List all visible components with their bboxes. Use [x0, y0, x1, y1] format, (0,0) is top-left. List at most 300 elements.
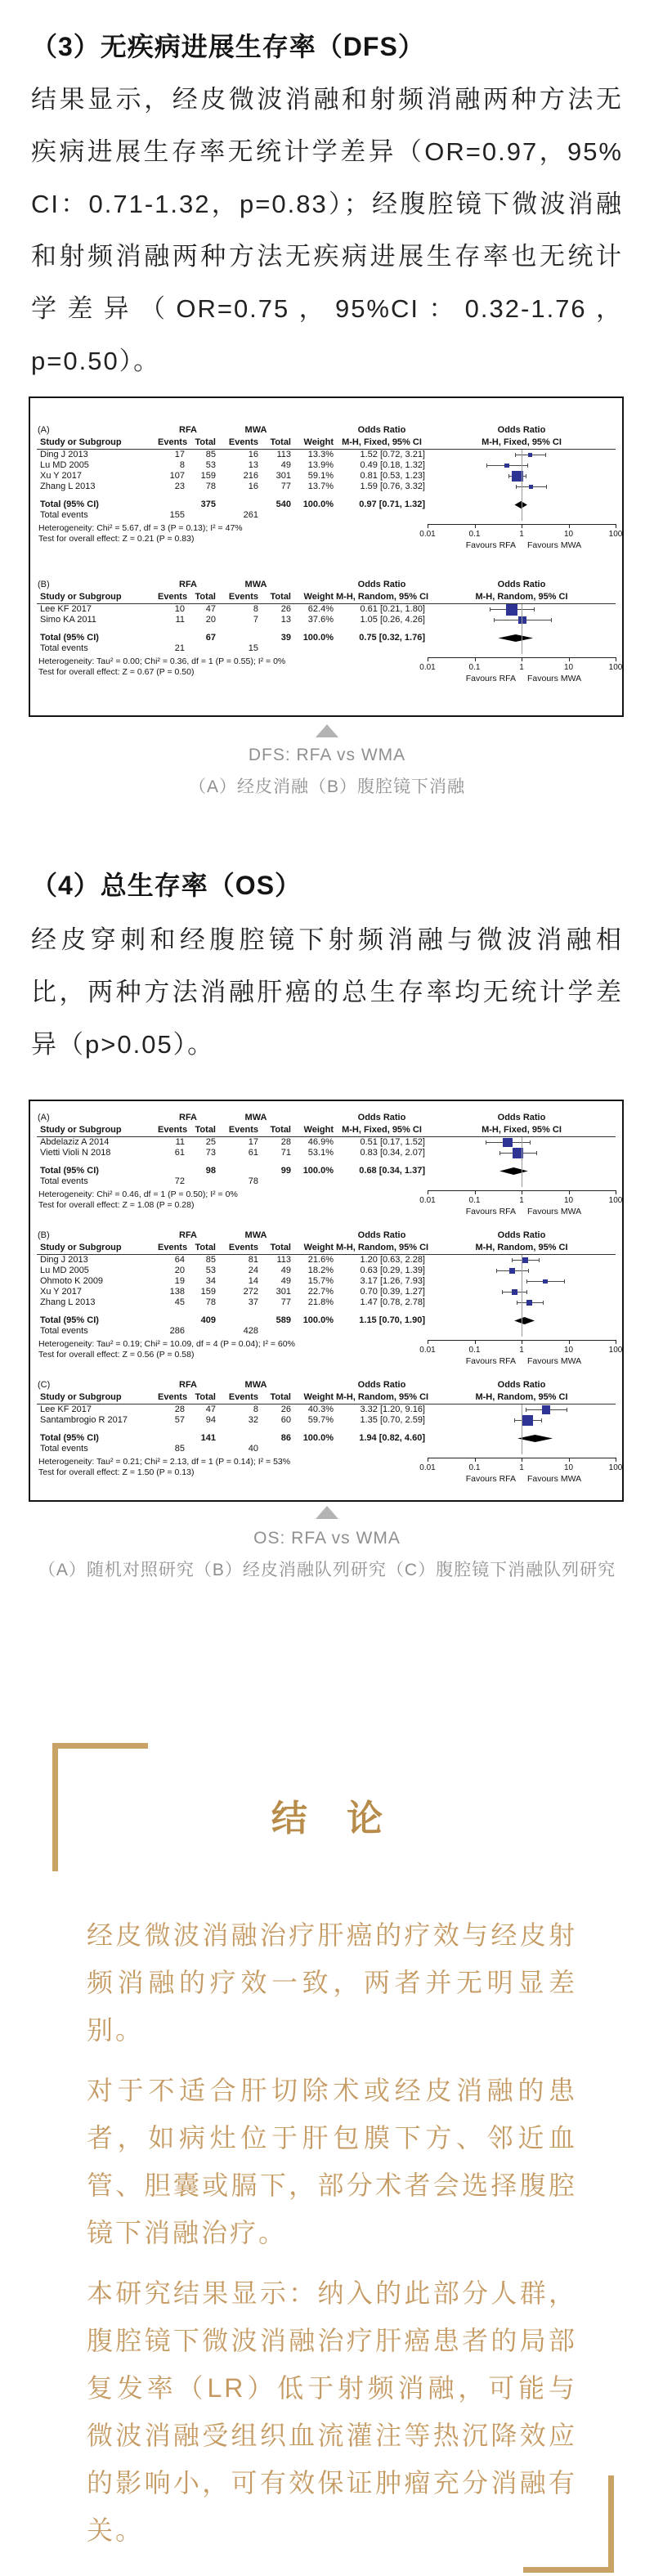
forest-row [37, 1297, 616, 1308]
forest-cell: M-H, Fixed, 95% CI [482, 1124, 562, 1135]
spacer-row [37, 1158, 616, 1166]
forest-cell: 77 [280, 1297, 291, 1307]
ci-endcap [551, 618, 552, 622]
forest-cell: MWA [244, 424, 267, 435]
forest-cell: 39 [280, 633, 291, 643]
forest-cell: Events [228, 437, 258, 447]
forest-cell: 73 [205, 1148, 216, 1158]
ci-endcap [499, 1151, 500, 1155]
forest-cell: Odds Ratio [497, 579, 546, 589]
forest-cell: 272 [243, 1287, 258, 1297]
favours-left-label: Favours RFA [465, 540, 516, 550]
forest-cell: 59.1% [307, 471, 334, 481]
forest-cell: 37 [248, 1297, 258, 1307]
forest-row [37, 1444, 616, 1454]
forest-cell: Events [228, 1124, 258, 1135]
forest-row [37, 643, 616, 654]
forest-cell: (C) [38, 1379, 51, 1390]
ci-endcap [508, 474, 509, 478]
forest-cell: 301 [275, 1287, 291, 1297]
forest-cell: Study or Subgroup [40, 1124, 122, 1135]
or-square-marker [509, 1268, 514, 1273]
forest-cell: 1.05 [0.26, 4.26] [360, 615, 425, 625]
or-square-marker [529, 485, 533, 489]
forest-cell: Lu MD 2005 [40, 460, 89, 470]
axis-tick [475, 524, 476, 528]
forest-cell: Study or Subgroup [40, 1391, 122, 1402]
figure-os-caption-title: OS: RFA vs WMA [253, 1529, 401, 1548]
forest-panel [37, 424, 623, 556]
forest-cell: 85 [174, 1444, 185, 1454]
axis-tick-label: 10 [563, 663, 574, 672]
axis-tick-label: 100 [608, 1463, 623, 1472]
forest-notes [37, 523, 428, 544]
or-square-marker [503, 1138, 512, 1147]
forest-cell: 216 [243, 471, 258, 481]
forest-cell: Simo KA 2011 [40, 615, 96, 625]
forest-cell: 113 [276, 450, 291, 459]
forest-cell: Zhang L 2013 [40, 1297, 96, 1307]
axis-tick-label: 0.1 [468, 1463, 481, 1472]
forest-cell: 28 [280, 1137, 291, 1147]
ci-endcap [494, 618, 495, 622]
forest-row [37, 460, 616, 471]
forest-note: Heterogeneity: Tau² = 0.00; Chi² = 0.36, df = 1 (P = 0.55); I² = 0% [38, 656, 286, 666]
forest-footer [37, 1457, 623, 1490]
forest-cell: 78 [205, 1297, 216, 1307]
forest-cell: 261 [243, 510, 258, 520]
forest-cell: Events [158, 591, 188, 602]
forest-cell: 1.35 [0.70, 2.59] [360, 1415, 425, 1425]
forest-cell: Events [158, 1124, 188, 1135]
forest-cell: 64 [174, 1255, 185, 1265]
forest-cell: 22.7% [307, 1287, 334, 1297]
forest-cell: 34 [205, 1276, 216, 1286]
forest-cell: 85 [205, 1255, 216, 1265]
forest-cell: 37.6% [307, 615, 334, 625]
forest-cell: Total events [40, 1444, 88, 1454]
forest-row [37, 615, 616, 625]
figure-dfs-caption-sub: （A）经皮消融（B）腹腔镜下消融 [188, 777, 465, 796]
axis-tick-label: 0.01 [419, 1463, 436, 1472]
axis-tick-label: 0.1 [468, 663, 481, 672]
ci-endcap [545, 453, 546, 457]
forest-cell: (B) [38, 1230, 50, 1240]
forest-cell: Weight [303, 1391, 334, 1402]
forest-axis [419, 656, 623, 689]
section-heading-dfs: （3）无疾病进展生存率（DFS） [31, 32, 425, 61]
forest-cell: Study or Subgroup [40, 591, 122, 602]
forest-cell: Lee KF 2017 [40, 1404, 92, 1414]
forest-note: Test for overall effect: Z = 0.67 (P = 0.50) [38, 666, 195, 677]
forest-cell: Odds Ratio [497, 1112, 546, 1122]
forest-cell: 107 [169, 471, 185, 481]
forest-cell: RFA [179, 1112, 197, 1122]
axis-tick-label: 1 [519, 1463, 524, 1472]
forest-cell: 20 [174, 1266, 185, 1275]
ci-endcap [515, 453, 516, 457]
corner-bracket-bottom-right-icon [523, 2475, 614, 2573]
favours-left-label: Favours RFA [465, 1207, 516, 1216]
forest-cell: 15.7% [307, 1276, 334, 1286]
or-square-marker [543, 1279, 548, 1284]
forest-cell: RFA [179, 579, 197, 589]
forest-cell: Events [158, 437, 188, 447]
collapse-triangle-icon [316, 1506, 338, 1519]
forest-footer [37, 1189, 623, 1222]
ci-endcap [564, 1279, 565, 1284]
ci-endcap [539, 1258, 540, 1262]
forest-cell: M-H, Fixed, 95% CI [342, 437, 422, 447]
ci-endcap [536, 1151, 537, 1155]
ci-endcap [528, 1269, 529, 1273]
forest-cell: Odds Ratio [497, 1230, 546, 1240]
forest-cell: 18.2% [307, 1266, 334, 1275]
forest-cell: 13.7% [307, 482, 334, 491]
forest-footer [37, 656, 623, 689]
forest-cell: 47 [205, 1404, 216, 1414]
forest-cell: 141 [200, 1433, 216, 1443]
forest-cell: Study or Subgroup [40, 437, 122, 447]
forest-row [37, 579, 616, 590]
forest-cell: 1.94 [0.82, 4.60] [359, 1433, 425, 1443]
conclusion-title: 结 论 [271, 1799, 398, 1839]
forest-cell: Total (95% CI) [40, 500, 99, 509]
forest-cell: 14 [248, 1276, 258, 1286]
forest-cell: M-H, Random, 95% CI [475, 1242, 568, 1252]
forest-cell: 59.7% [307, 1415, 334, 1425]
forest-cell: 67 [205, 633, 216, 643]
forest-footer [37, 1339, 623, 1372]
forest-row [37, 1391, 616, 1404]
or-square-marker [542, 1405, 550, 1413]
forest-cell: 19 [174, 1276, 185, 1286]
forest-cell: 77 [280, 482, 291, 491]
forest-cell: Abdelaziz A 2014 [40, 1137, 110, 1147]
forest-cell: Ding J 2013 [40, 1255, 88, 1265]
forest-rows [37, 450, 616, 521]
forest-rows [37, 1137, 616, 1187]
forest-cell: 40.3% [307, 1404, 334, 1414]
axis-tick-label: 0.01 [419, 663, 436, 672]
forest-cell: 16 [248, 482, 258, 491]
forest-cell: 78 [205, 482, 216, 491]
forest-cell: 49 [280, 1276, 291, 1286]
forest-cell: Ding J 2013 [40, 450, 88, 459]
forest-cell: Total [270, 591, 291, 602]
favours-right-label: Favours MWA [527, 540, 582, 550]
forest-cell: 0.68 [0.34, 1.37] [359, 1166, 425, 1176]
forest-cell: 86 [280, 1433, 291, 1443]
forest-note: Heterogeneity: Chi² = 5.67, df = 3 (P = 0.13); I² = 47% [38, 523, 243, 533]
forest-cell: M-H, Random, 95% CI [475, 1391, 568, 1402]
forest-cell: 1.15 [0.70, 1.90] [359, 1315, 425, 1325]
forest-cell: RFA [179, 1379, 197, 1390]
axis-tick-label: 0.01 [419, 530, 436, 539]
forest-cell: 26 [280, 604, 291, 614]
forest-cell: 23 [174, 482, 185, 491]
forest-cell: 159 [200, 1287, 216, 1297]
forest-cell: 24 [248, 1266, 258, 1275]
forest-notes [37, 1457, 428, 1477]
ci-endcap [514, 1418, 515, 1422]
forest-row [37, 590, 616, 604]
forest-cell: Odds Ratio [357, 579, 406, 589]
forest-row [37, 1148, 616, 1158]
forest-cell: Weight [303, 437, 334, 447]
forest-cell: 47 [205, 604, 216, 614]
forest-row [37, 1137, 616, 1148]
forest-cell: Vietti Violi N 2018 [40, 1148, 111, 1158]
forest-cell: 1.20 [0.63, 2.28] [360, 1255, 425, 1265]
forest-row [37, 1287, 616, 1297]
axis-tick-label: 1 [519, 663, 524, 672]
forest-cell: 0.81 [0.53, 1.23] [360, 471, 425, 481]
forest-cell: Total events [40, 1176, 88, 1186]
forest-cell: (A) [38, 1112, 50, 1122]
forest-cell: (B) [38, 579, 50, 589]
forest-cell: Total [270, 1124, 291, 1135]
axis-tick-label: 1 [519, 530, 524, 539]
ci-endcap [543, 1301, 544, 1305]
spacer-row [37, 1308, 616, 1315]
forest-cell: 11 [175, 615, 185, 625]
favours-left-label: Favours RFA [465, 674, 516, 683]
forest-cell: Total [195, 437, 216, 447]
forest-axis [419, 1339, 623, 1372]
forest-row [37, 510, 616, 521]
forest-cell: 0.63 [0.29, 1.39] [360, 1266, 425, 1275]
forest-cell: 71 [280, 1148, 291, 1158]
forest-cell: Total events [40, 1326, 88, 1336]
forest-cell: 100.0% [302, 1315, 334, 1325]
forest-cell: 53 [205, 1266, 216, 1275]
forest-cell: 13.3% [307, 450, 334, 459]
forest-note: Heterogeneity: Tau² = 0.21; Chi² = 2.13, df = 1 (P = 0.14); I² = 53% [38, 1457, 291, 1467]
collapse-triangle-icon [316, 724, 338, 737]
forest-cell: Total (95% CI) [40, 1433, 99, 1443]
ci-endcap [502, 1290, 503, 1294]
forest-cell: 17 [174, 450, 185, 459]
or-square-marker [506, 604, 517, 616]
forest-cell: 57 [174, 1415, 185, 1425]
forest-cell: 409 [200, 1315, 216, 1325]
forest-cell: Events [158, 1242, 188, 1252]
forest-cell: RFA [179, 1230, 197, 1240]
forest-note: Test for overall effect: Z = 0.56 (P = 0.58) [38, 1349, 195, 1360]
forest-row [37, 1176, 616, 1187]
forest-cell: 3.17 [1.26, 7.93] [360, 1276, 425, 1286]
ci-endcap [546, 485, 547, 489]
forest-cell: 7 [253, 615, 258, 625]
forest-row [37, 471, 616, 482]
forest-cell: Events [228, 1391, 258, 1402]
forest-cell: M-H, Random, 95% CI [336, 1242, 429, 1252]
favours-labels [428, 1207, 616, 1216]
forest-cell: Total (95% CI) [40, 1315, 99, 1325]
axis-tick-label: 1 [519, 1196, 524, 1205]
forest-row [37, 424, 616, 436]
forest-cell: Odds Ratio [497, 424, 546, 435]
forest-cell: 0.61 [0.21, 1.80] [360, 604, 425, 614]
or-square-marker [522, 1257, 528, 1263]
forest-cell: 53 [205, 460, 216, 470]
axis-tick-label: 0.1 [468, 530, 481, 539]
forest-axis [419, 1457, 623, 1490]
forest-row [37, 1276, 616, 1287]
favours-right-label: Favours MWA [527, 674, 582, 683]
ci-endcap [530, 1140, 531, 1145]
forest-panel [37, 1230, 623, 1372]
forest-cell: 98 [205, 1166, 216, 1176]
forest-cell: 301 [275, 471, 291, 481]
forest-cell: 0.97 [0.71, 1.32] [359, 500, 425, 509]
forest-cell: Study or Subgroup [40, 1242, 122, 1252]
forest-cell: Xu Y 2017 [40, 1287, 82, 1297]
forest-row [37, 436, 616, 450]
forest-panel [37, 1112, 623, 1222]
forest-cell: 61 [248, 1148, 258, 1158]
forest-row [37, 1230, 616, 1241]
forest-cell: Events [228, 591, 258, 602]
forest-cell: 16 [248, 450, 258, 459]
or-square-marker [528, 453, 532, 457]
forest-cell: Total [195, 1242, 216, 1252]
figure-dfs-caption-title: DFS: RFA vs WMA [248, 746, 406, 764]
forest-footer [37, 523, 623, 556]
forest-cell: 21 [174, 643, 185, 653]
axis-tick-label: 0.1 [468, 1196, 481, 1205]
forest-cell: 85 [205, 450, 216, 459]
axis-tick [569, 657, 570, 661]
forest-cell: 53.1% [307, 1148, 334, 1158]
forest-cell: Total [270, 437, 291, 447]
forest-cell: 61 [174, 1148, 185, 1158]
axis-tick [569, 1340, 570, 1344]
forest-row [37, 1255, 616, 1266]
forest-cell: Weight [303, 1124, 334, 1135]
forest-cell: Lee KF 2017 [40, 604, 92, 614]
forest-cell: Odds Ratio [497, 1379, 546, 1390]
forest-cell: (A) [38, 424, 50, 435]
or-square-marker [518, 616, 526, 625]
forest-note: Test for overall effect: Z = 1.50 (P = 0.13) [38, 1467, 195, 1477]
forest-cell: 15 [248, 643, 258, 653]
axis-tick [475, 1340, 476, 1344]
or-square-marker [512, 1289, 517, 1295]
forest-cell: 21.6% [307, 1255, 334, 1265]
axis-tick-label: 10 [563, 1346, 574, 1355]
forest-cell: M-H, Fixed, 95% CI [482, 437, 562, 447]
favours-left-label: Favours RFA [465, 1474, 516, 1484]
ci-endcap [496, 1269, 497, 1273]
axis-tick-label: 100 [608, 663, 623, 672]
favours-labels [428, 540, 616, 550]
forest-cell: RFA [179, 424, 197, 435]
ci-endcap [527, 464, 528, 468]
forest-cell: Events [228, 1242, 258, 1252]
axis-tick-label: 100 [608, 530, 623, 539]
forest-cell: M-H, Random, 95% CI [336, 591, 429, 602]
forest-cell: 62.4% [307, 604, 334, 614]
forest-panel [37, 1379, 623, 1490]
conclusion-paragraph-2: 对于不适合肝切除术或经皮消融的患者，如病灶位于肝包膜下方、邻近血管、胆囊或膈下，部分术者会选择腹腔镜下消融治疗。 [87, 2076, 577, 2247]
forest-cell: 81 [248, 1255, 258, 1265]
forest-cell: Odds Ratio [357, 1112, 406, 1122]
favours-labels [428, 1474, 616, 1484]
forest-row [37, 482, 616, 492]
forest-cell: 113 [276, 1255, 291, 1265]
forest-cell: 3.32 [1.20, 9.16] [360, 1404, 425, 1414]
forest-rows [37, 604, 616, 654]
forest-cell: 0.51 [0.17, 1.52] [360, 1137, 425, 1147]
forest-cell: 1.52 [0.72, 3.21] [360, 450, 425, 459]
ci-endcap [541, 1418, 542, 1422]
axis-tick-label: 0.01 [419, 1196, 436, 1205]
forest-cell: Ohmoto K 2009 [40, 1276, 104, 1286]
forest-cell: 21.8% [307, 1297, 334, 1307]
forest-cell: 589 [275, 1315, 291, 1325]
forest-notes [37, 656, 428, 677]
forest-cell: 375 [200, 500, 216, 509]
axis-tick [475, 657, 476, 661]
axis-tick-label: 10 [563, 1463, 574, 1472]
forest-cell: 32 [248, 1415, 258, 1425]
forest-cell: Total [270, 1391, 291, 1402]
or-square-marker [522, 1415, 534, 1427]
forest-note: Test for overall effect: Z = 0.21 (P = 0.83) [38, 533, 195, 544]
forest-cell: Total events [40, 510, 88, 520]
ci-endcap [526, 1279, 527, 1284]
forest-row [37, 1166, 616, 1176]
forest-cell: Odds Ratio [357, 424, 406, 435]
forest-cell: 159 [200, 471, 216, 481]
forest-note: Heterogeneity: Chi² = 0.46, df = 1 (P = 0.50); I² = 0% [38, 1189, 238, 1199]
forest-cell: 1.47 [0.78, 2.78] [360, 1297, 425, 1307]
forest-cell: Total [195, 1391, 216, 1402]
forest-cell: 100.0% [302, 500, 334, 509]
favours-right-label: Favours MWA [527, 1474, 582, 1484]
forest-cell: 286 [169, 1326, 185, 1336]
spacer-row [37, 1426, 616, 1433]
paragraph-dfs: 结果显示，经皮微波消融和射频消融两种方法无疾病进展生存率无统计学差异（OR=0.97，95% CI：0.71-1.32，p=0.83）；经腹腔镜下微波消融和射频消融两种方法无疾病进展生存率也无统计学差异（OR=0.75，95%CI：0.32-1.76，p=0.50）。 [31, 85, 623, 375]
forest-cell: 8 [179, 460, 185, 470]
forest-cell: 20 [205, 615, 216, 625]
forest-rows [37, 1404, 616, 1454]
ci-endcap [534, 607, 535, 612]
forest-axis [419, 1189, 623, 1222]
forest-row [37, 1123, 616, 1137]
forest-cell: 428 [243, 1326, 258, 1336]
forest-cell: 28 [174, 1404, 185, 1414]
forest-cell: 46.9% [307, 1137, 334, 1147]
forest-row [37, 1241, 616, 1255]
forest-cell: 60 [280, 1415, 291, 1425]
axis-tick-label: 100 [608, 1196, 623, 1205]
forest-cell: 94 [205, 1415, 216, 1425]
forest-plot-dfs-figure [29, 396, 624, 717]
forest-row [37, 604, 616, 615]
forest-notes [37, 1339, 428, 1360]
forest-cell: Odds Ratio [357, 1379, 406, 1390]
favours-left-label: Favours RFA [465, 1356, 516, 1366]
forest-cell: 25 [205, 1137, 216, 1147]
forest-cell: 99 [280, 1166, 291, 1176]
forest-cell: 540 [275, 500, 291, 509]
favours-right-label: Favours MWA [527, 1356, 582, 1366]
favours-right-label: Favours MWA [527, 1207, 582, 1216]
forest-plot-os-figure [29, 1100, 624, 1502]
